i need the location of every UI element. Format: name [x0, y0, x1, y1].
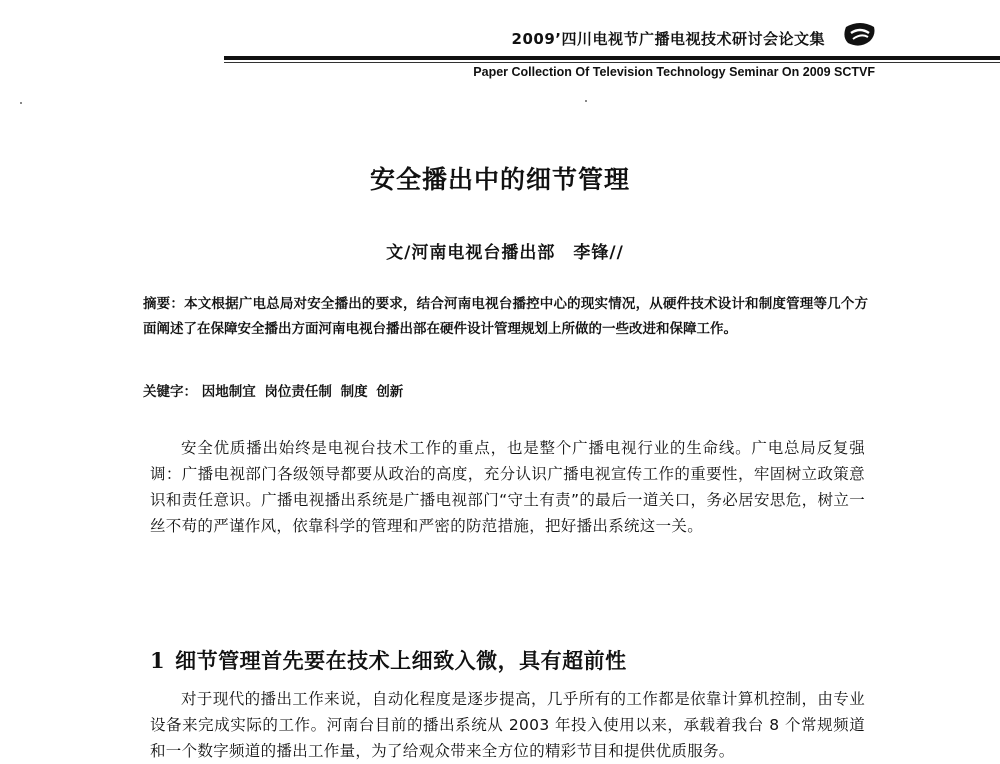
section-heading-text: 细节管理首先要在技术上细致入微，具有超前性 [175, 649, 627, 673]
swirl-logo-icon [842, 21, 878, 49]
keyword-term: 制度 [340, 384, 368, 400]
header-rule-thin [224, 62, 1000, 63]
abstract [143, 292, 868, 342]
keyword-term: 创新 [376, 384, 404, 400]
header-rule-thick [224, 56, 1000, 60]
journal-title-cn: 2009’四川电视节广播电视技术研讨会论文集 [511, 30, 825, 48]
article-title: 安全播出中的细节管理 [369, 165, 630, 194]
keywords-label: 关键字： [143, 384, 197, 400]
journal-title-en: Paper Collection Of Television Technology Seminar On 2009 SCTVF [473, 65, 875, 79]
section-heading [150, 645, 870, 675]
keywords [143, 380, 868, 405]
keyword-term: 岗位责任制 [264, 384, 332, 400]
article-byline: 文/河南电视台播出部 李锋// [386, 243, 624, 263]
section-paragraph: 对于现代的播出工作来说，自动化程度是逐步提高，几乎所有的工作都是依靠计算机控制，由专业设备来完成实际的工作。河南台目前的播出系统从 2003 年投入使用以来，承载着我台 8 个常规频道和一个数字频道的播出工作量，为了给观众带来全方位的精彩节目和提供优质服务。 [150, 690, 865, 760]
abstract-text: 本文根据广电总局对安全播出的要求，结合河南电视台播控中心的现实情况，从硬件技术设计和制度管理等几个方面阐述了在保障安全播出方面河南电视台播出部在硬件设计管理规划上所做的一些改进和保障工作。 [143, 296, 869, 337]
abstract-label: 摘要： [143, 296, 185, 312]
section-number: 1 [150, 648, 166, 673]
scan-speck [20, 102, 22, 104]
intro-paragraph: 安全优质播出始终是电视台技术工作的重点，也是整个广播电视行业的生命线。广电总局反复强调：广播电视部门各级领导都要从政治的高度，充分认识广播电视宣传工作的重要性，牢固树立政策意识和责任意识。广播电视播出系统是广播电视部门“守土有责”的最后一道关口，务必居安思危，树立一丝不苟的严谨作风，依靠科学的管理和严密的防范措施，把好播出系统这一关。 [150, 439, 865, 535]
scan-speck [585, 100, 587, 102]
keyword-term: 因地制宜 [201, 384, 256, 400]
